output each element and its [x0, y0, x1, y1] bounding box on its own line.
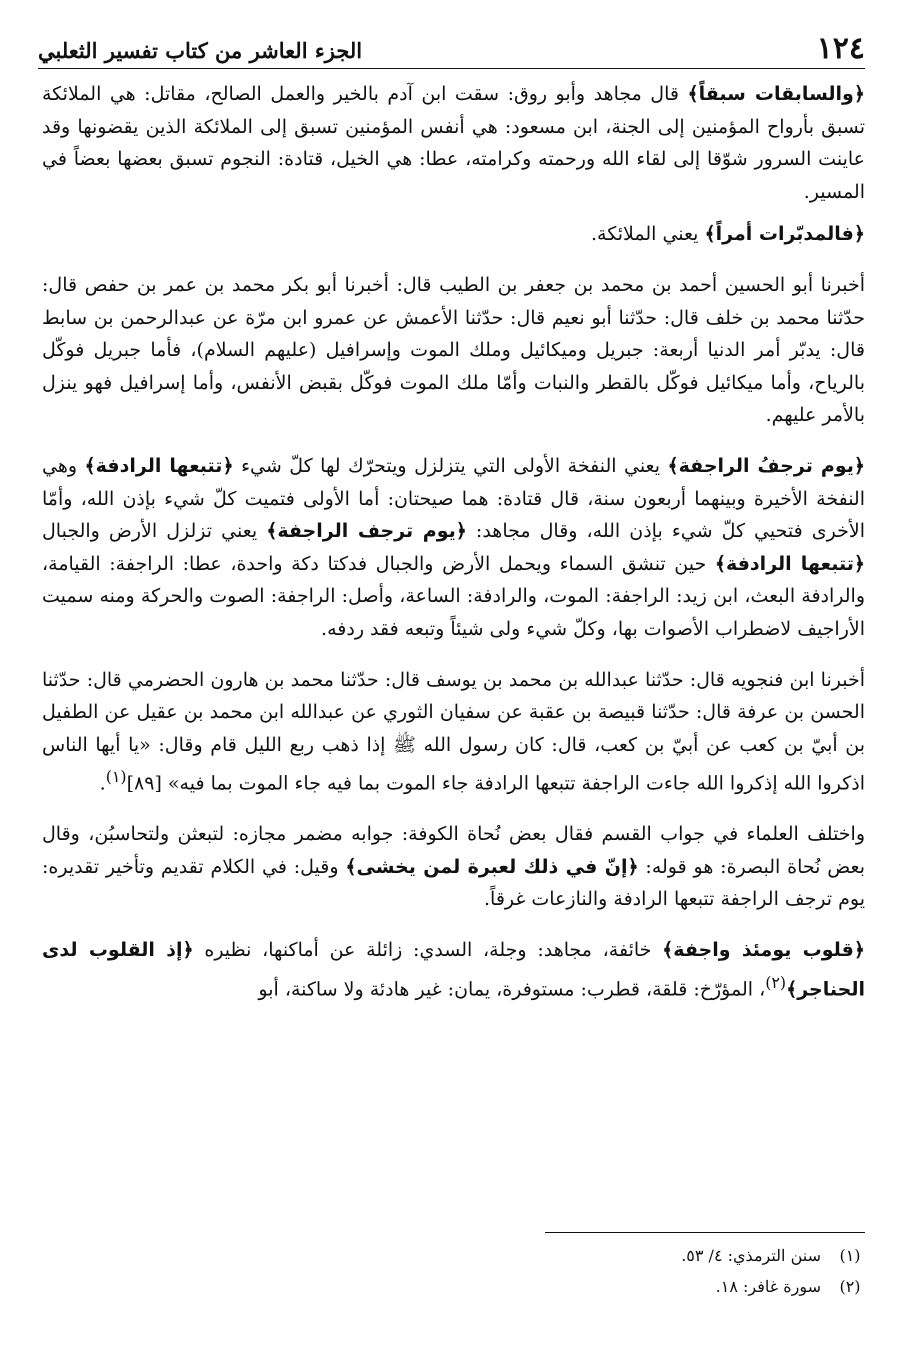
- paragraph-text: .: [99, 772, 106, 795]
- footnote-text: سنن الترمذي: ٤/ ٥٣.: [681, 1246, 821, 1265]
- quran-quote: ﴿تتبعها الرادفة﴾: [84, 454, 234, 477]
- footnote-marker: (٢): [765, 972, 787, 992]
- footnotes: [42, 1240, 865, 1302]
- footnote: [42, 1271, 865, 1302]
- paragraph-text: ، المؤرّخ: قلقة، قطرب: مستوفرة، يمان: غير هادئة ولا ساكنة، أبو: [258, 977, 766, 1000]
- footnote-number: (١): [839, 1246, 861, 1265]
- paragraph-text: واختلف العلماء في جواب القسم فقال بعض نُحاة الكوفة: جوابه مضمر مجازه: لتبعثن ولتحاسبُن، وقال بعض نُحاة البصرة: هو قوله:: [42, 823, 865, 878]
- footnote: [42, 1240, 865, 1271]
- paragraph-text: خائفة، مجاهد: وجلة، السدي: زائلة عن أماكنها، نظيره: [193, 938, 663, 961]
- paragraph: [42, 818, 865, 916]
- header-rule: [38, 68, 865, 69]
- footnote-rule: [545, 1232, 865, 1233]
- running-title: الجزء العاشر من كتاب تفسير الثعلبي: [38, 38, 363, 63]
- paragraph: [42, 78, 865, 208]
- quran-quote: ﴿تتبعها الرادفة﴾: [714, 552, 865, 575]
- quran-quote: ﴿إذ القلوب لدى الحناجر﴾: [42, 938, 865, 1000]
- paragraph: [42, 218, 865, 251]
- paragraph-text: حين تنشق السماء ويحمل الأرض والجبال فدكتا دكة واحدة، عطا: الراجفة: القيامة، والرادفة البعث، ابن زيد: الراجفة: الموت، والرادفة: الساعة، وأصل: الراجفة: الصوت والحركة ومنه سميت الأراجيف لاضطراب الأصوات بها، وكلّ شيء ولى شيئاً وتبعه فقد ردفه.: [42, 552, 865, 640]
- paragraph: [42, 450, 865, 646]
- paragraph-text: يعني تزلزل الأرض والجبال: [42, 520, 267, 543]
- page-number: ١٢٤: [816, 31, 865, 66]
- page-body: [42, 78, 865, 1208]
- paragraph: [42, 269, 865, 432]
- paragraph: [42, 664, 865, 801]
- footnote-number: (٢): [839, 1277, 861, 1296]
- quran-quote: ﴿فالمدبّرات أمراً﴾: [704, 223, 865, 246]
- page-header: [38, 18, 865, 66]
- paragraph-text: أخبرنا أبو الحسين أحمد بن محمد بن جعفر بن الطيب قال: أخبرنا أبو بكر محمد بن عمر بن حفص قال: حدّثنا محمد بن خلف قال: حدّثنا أبو نعيم قال: حدّثنا الأعمش عن عمرو ابن مرّة عن عبدالرحمن بن سابط قال: يدبّر أمر الدنيا أربعة: جبريل وميكائيل وملك الموت وإسرافيل (عليهم السلام)، فأما جبريل فوكّل بالرياح، وأما ميكائيل فوكّل بالقطر والنبات وأمّا ملك الموت فوكّل بقبض الأنفس، وأما إسرافيل فهو ينزل بالأمر عليهم.: [42, 273, 865, 427]
- paragraph-text: يعني الملائكة.: [591, 223, 705, 246]
- footnote-text: سورة غافر: ١٨.: [715, 1277, 821, 1296]
- paragraph-text: قال مجاهد وأبو روق: سقت ابن آدم بالخير والعمل الصالح، مقاتل: هي الملائكة تسبق بأرواح المؤمنين إلى الجنة، ابن مسعود: هي أنفس المؤمنين تسبق إلى الملائكة الذين يقضونها وقد عاينت السرور شوّقا إلى لقاء الله ورحمته وكرامته، عطا: هي الخيل، قتادة: النجوم تسبق بعضها بعضاً في المسير.: [42, 83, 865, 203]
- quran-quote: ﴿إنّ في ذلك لعبرة لمن يخشى﴾: [345, 855, 639, 878]
- paragraph-text: وهي النفخة الأخيرة وبينهما أربعون سنة، قال قتادة: هما صيحتان: أما الأولى فتميت كلّ شيء بإذن الله، وأمّا الأخرى فتحيي كلّ شيء بإذن الله، وقال مجاهد:: [42, 454, 865, 543]
- paragraph: [42, 934, 865, 1006]
- paragraph-text: وقيل: في الكلام تقديم وتأخير تقديره: يوم ترجف الراجفة تتبعها الرادفة والنازعات غرقاً.: [42, 855, 865, 911]
- quran-quote: ﴿يوم ترجف الراجفة﴾: [266, 520, 467, 543]
- quran-quote: ﴿يوم ترجفُ الراجفة﴾: [667, 454, 865, 477]
- quran-quote: ﴿والسابقات سبقاً﴾: [687, 83, 865, 105]
- quran-quote: ﴿قلوب يومئذ واجفة﴾: [662, 938, 865, 961]
- paragraph-text: أخبرنا ابن فنجويه قال: حدّثنا عبدالله بن محمد بن يوسف قال: حدّثنا محمد بن هارون الحضرمي قال: حدّثنا الحسن بن عرفة قال: حدّثنا قبيصة بن عقبة عن سفيان الثوري عن عبدالله ابن محمد بن عقيل عن الطفيل بن أبيّ بن كعب عن أبيّ بن كعب، قال: كان رسول الله ﷺ إذا ذهب ربع الليل قام وقال: «يا أيها الناس اذكروا الله إذكروا الله جاءت الراجفة تتبعها الرادفة جاء الموت بما فيه جاء الموت بما فيه» [٨٩]: [42, 668, 865, 795]
- paragraph-text: يعني النفخة الأولى التي يتزلزل ويتحرّك لها كلّ شيء: [233, 454, 668, 477]
- footnote-marker: (١): [105, 767, 127, 787]
